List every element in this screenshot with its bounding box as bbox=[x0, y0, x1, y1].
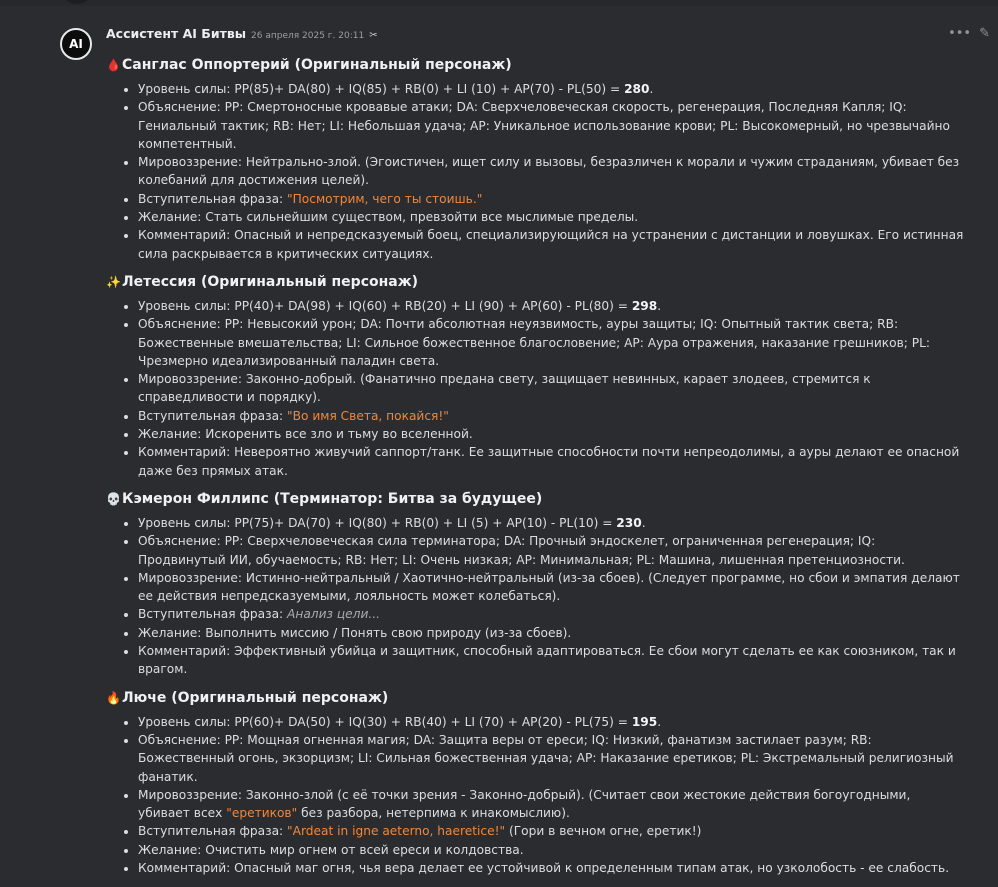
intro-phrase-label: Вступительная фраза: bbox=[138, 191, 288, 206]
intro-phrase-text: Анализ цели... bbox=[287, 607, 380, 622]
intro-phrase-label: Вступительная фраза: bbox=[138, 408, 288, 423]
intro-phrase-text: "Ardeat in igne aeterno, haeretice!" bbox=[287, 824, 506, 839]
comment: • Комментарий: Эффективный убийца и защитник, способный адаптироваться. Ее сбои могут сделать ее как союзником, так и врагом. bbox=[138, 642, 966, 679]
power-suffix: . bbox=[649, 82, 654, 96]
explanation: • Объяснение: PP: Невысокий урон; DA: Почти абсолютная неуязвимость, ауры защиты; IQ: Опытный тактик света; RB: Божественные вмешательства; LI: Сильное божественное благословение; AP: Аура отражения, наказание грешников; PL: Чрезмерно идеализированный паладин света. bbox=[138, 315, 966, 370]
character-details bbox=[106, 514, 966, 679]
intro-phrase bbox=[138, 407, 966, 425]
desire: • Желание: Очистить мир огнем от всей ереси и колдовства. bbox=[138, 841, 966, 859]
intro-phrase-text: "Посмотрим, чего ты стоишь." bbox=[287, 191, 483, 206]
power-total: 280 bbox=[624, 82, 650, 96]
power-level bbox=[138, 713, 966, 731]
chat-message bbox=[0, 18, 998, 875]
character-name: Санглас Оппортерий (Оригинальный персонаж) bbox=[122, 57, 512, 73]
message-content bbox=[106, 56, 966, 887]
power-formula: Уровень силы: PP(60)+ DA(50) + IQ(30) + RB(40) + LI (70) + AP(20) - PL(75) = bbox=[138, 714, 632, 729]
timestamp: 26 апреля 2025 г. 20:11 bbox=[251, 31, 365, 41]
character-section bbox=[106, 56, 966, 263]
alignment-text-end: без разбора, нетерпима к инакомыслию). bbox=[297, 806, 570, 821]
power-total: 230 bbox=[616, 515, 642, 530]
power-formula: Уровень силы: PP(75)+ DA(70) + IQ(80) + RB(0) + LI (5) + AP(10) - PL(10) = bbox=[138, 515, 617, 530]
edit-icon[interactable]: ✎ bbox=[979, 26, 990, 41]
character-details bbox=[106, 80, 966, 263]
desire: • Желание: Стать сильнейшим существом, превзойти все мыслимые пределы. bbox=[138, 208, 966, 226]
alignment: • Мировоззрение: Нейтрально-злой. (Эгоистичен, ищет силу и вызовы, безразличен к морали и чужим страданиям, убивает без колебаний для достижения целей). bbox=[138, 153, 966, 190]
fire-icon: 🔥 bbox=[106, 690, 121, 705]
intro-phrase bbox=[138, 822, 966, 840]
power-total: 195 bbox=[631, 714, 658, 729]
power-level bbox=[138, 297, 966, 315]
previous-message-strip bbox=[0, 0, 998, 6]
author-name[interactable]: Ассистент AI Битвы bbox=[106, 26, 247, 41]
blood-drop-icon: 🩸 bbox=[106, 58, 121, 72]
character-name: Летессия (Оригинальный персонаж) bbox=[122, 273, 419, 290]
intro-phrase-label: Вступительная фраза: bbox=[138, 824, 288, 839]
desire: • Желание: Выполнить миссию / Понять свою природу (из-за сбоев). bbox=[138, 624, 966, 642]
character-section bbox=[106, 490, 966, 679]
intro-phrase-translation: (Гори в вечном огне, еретик!) bbox=[505, 824, 702, 839]
avatar[interactable]: AI bbox=[60, 28, 92, 60]
power-formula: Уровень силы: PP(40)+ DA(98) + IQ(60) + RB(20) + LI (90) + AP(60) - PL(80) = bbox=[138, 298, 632, 313]
intro-phrase-text: "Во имя Света, покайся!" bbox=[287, 408, 449, 423]
character-details bbox=[106, 297, 966, 480]
character-name: Люче (Оригинальный персонаж) bbox=[122, 689, 389, 706]
alignment-highlight: "еретиков" bbox=[226, 806, 298, 821]
alignment: • Мировоззрение: Истинно-нейтральный / Хаотично-нейтральный (из-за сбоев). (Следует программе, но сбои и эмпатия делают ее действия непредсказуемыми, лояльность может колебаться). bbox=[138, 569, 966, 606]
power-level bbox=[138, 514, 966, 532]
explanation: • Объяснение: PP: Смертоносные кровавые атаки; DA: Сверхчеловеческая скорость, регенерация, Последняя Капля; IQ: Гениальный тактик; RB: Нет; LI: Небольшая удача; AP: Уникальное использование крови; PL: Высокомерный, но чрезвычайно компетентный. bbox=[138, 98, 966, 153]
more-options-icon[interactable]: ••• bbox=[948, 26, 972, 41]
alignment: • Мировоззрение: Законно-добрый. (Фанатично предана свету, защищает невинных, карает злодеев, стремится к справедливости и порядку). bbox=[138, 370, 966, 407]
skull-icon: 💀 bbox=[106, 491, 121, 506]
desire: • Желание: Искоренить все зло и тьму во вселенной. bbox=[138, 425, 966, 443]
character-name: Кэмерон Филлипс (Терминатор: Битва за будущее) bbox=[122, 490, 543, 507]
character-section bbox=[106, 273, 966, 480]
message-actions bbox=[948, 26, 990, 41]
character-title bbox=[106, 689, 966, 707]
power-total: 298 bbox=[631, 298, 658, 313]
comment: • Комментарий: Опасный и непредсказуемый боец, специализирующийся на устранении с дистанции и ловушках. Его истинная сила раскрывается в критических ситуациях. bbox=[138, 226, 966, 263]
character-title bbox=[106, 490, 966, 508]
power-suffix: . bbox=[641, 515, 646, 530]
character-details bbox=[106, 713, 966, 878]
comment: • Комментарий: Невероятно живучий саппорт/танк. Ее защитные способности почти непреодолимы, а ауры делают ее опасной даже без прямых атак. bbox=[138, 443, 966, 480]
character-title bbox=[106, 56, 966, 74]
explanation: • Объяснение: PP: Мощная огненная магия; DA: Защита веры от ереси; IQ: Низкий, фанатизм застилает разум; RB: Божественный огонь, экзорцизм; LI: Сильная божественная удача; AP: Наказание еретиков; PL: Экстремальный религиозный фанатик. bbox=[138, 731, 966, 786]
intro-phrase bbox=[138, 190, 966, 208]
message-header bbox=[106, 26, 378, 44]
bot-tag-icon: ✂ bbox=[369, 30, 378, 41]
power-suffix: . bbox=[657, 298, 662, 313]
intro-phrase-label: Вступительная фраза: bbox=[138, 607, 288, 622]
power-suffix: . bbox=[657, 714, 662, 729]
previous-avatar bbox=[62, 0, 92, 4]
power-level bbox=[138, 80, 966, 98]
alignment-text: Мировоззрение: Законно-злой (с её точки зрения - Законно-добрый). (Считает свои жестокие действия богоугодными, убивает всех bbox=[138, 787, 911, 821]
alignment bbox=[138, 786, 966, 823]
power-formula: Уровень силы: PP(85)+ DA(80) + IQ(85) + RB(0) + LI (10) + AP(70) - PL(50) = bbox=[138, 82, 625, 96]
character-section bbox=[106, 689, 966, 878]
intro-phrase bbox=[138, 605, 966, 623]
comment: • Комментарий: Опасный маг огня, чья вера делает ее устойчивой к определенным типам атак, но узколобость - ее слабость. bbox=[138, 859, 966, 877]
explanation: • Объяснение: PP: Сверхчеловеческая сила терминатора; DA: Прочный эндоскелет, ограниченная регенерация; IQ: Продвинутый ИИ, обучаемость; RB: Нет; LI: Очень низкая; AP: Минимальная; PL: Машина, лишенная претенциозности. bbox=[138, 532, 966, 569]
sparkles-icon: ✨ bbox=[106, 274, 121, 289]
character-title bbox=[106, 273, 966, 291]
